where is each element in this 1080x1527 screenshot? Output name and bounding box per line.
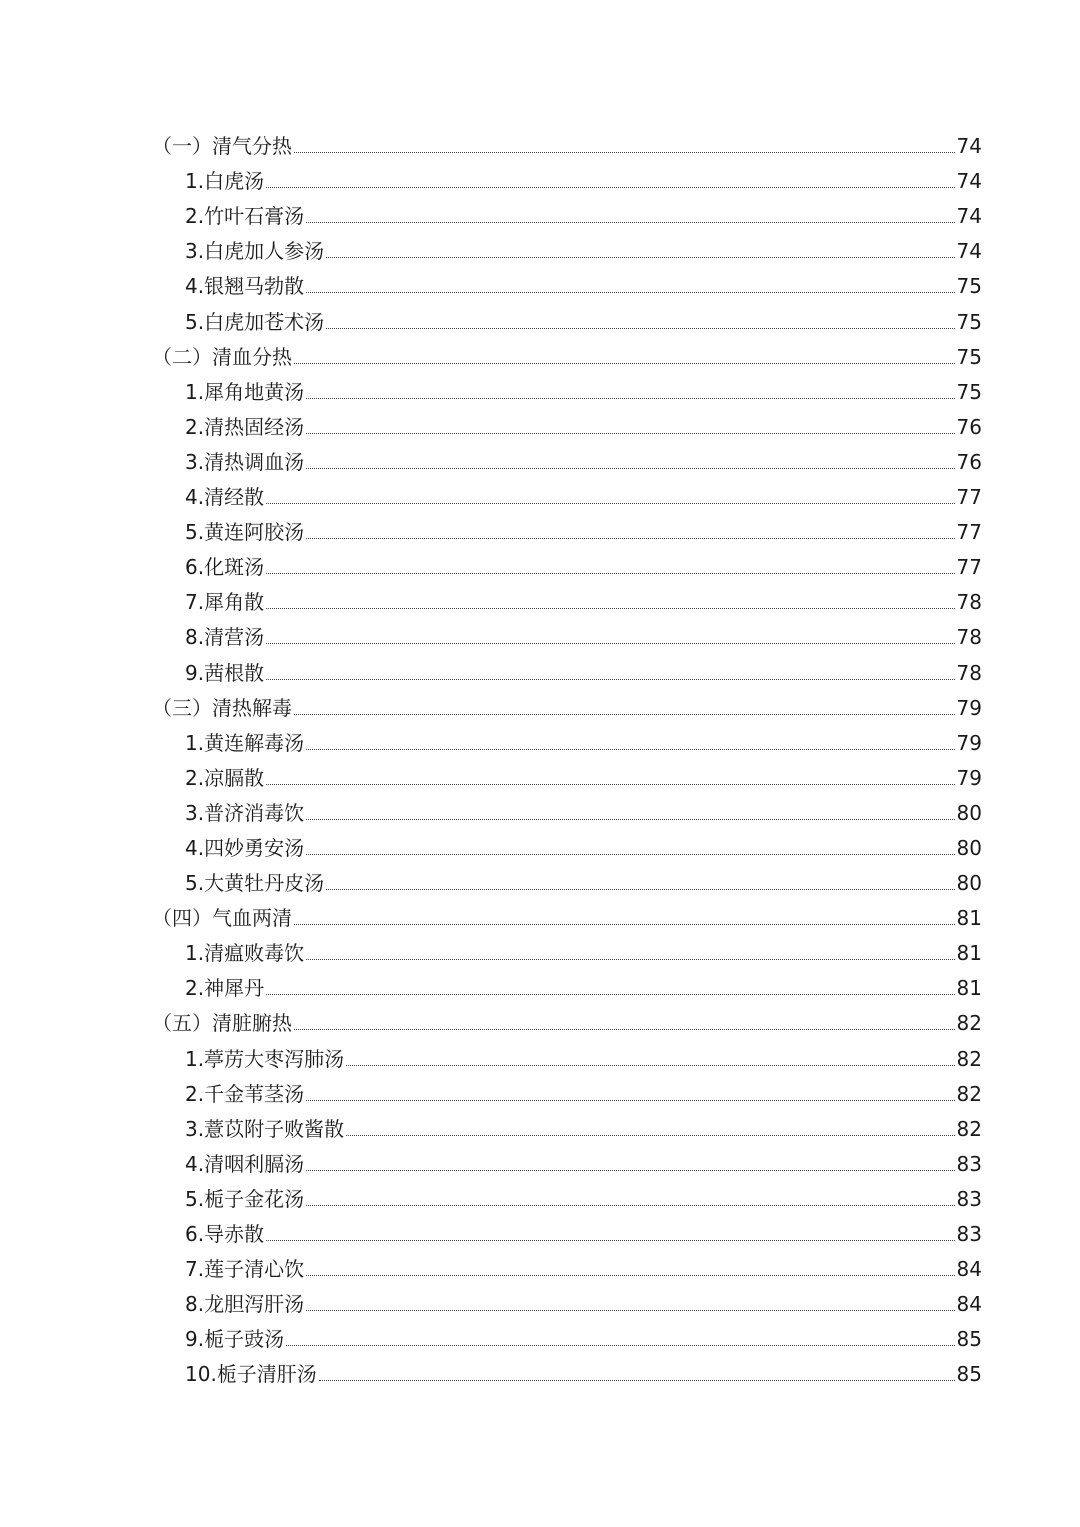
dot-leader [306,749,954,750]
toc-page-number: 85 [956,1327,982,1352]
dot-leader [306,819,954,820]
toc-page-number: 82 [956,1046,982,1071]
toc-item-row[interactable] [0,758,1080,793]
toc-item-title: 4.银翘马勃散 [185,274,305,299]
toc-item-row[interactable] [0,863,1080,898]
dot-leader [326,889,954,890]
toc-page-number: 80 [956,835,982,860]
toc-item-title: 1.犀角地黄汤 [185,379,305,404]
dot-leader [306,433,954,434]
toc-item-title: 2.凉膈散 [185,765,265,790]
toc-section-row[interactable] [0,688,1080,723]
toc-page-number: 74 [956,169,982,194]
toc-section-row[interactable] [0,126,1080,161]
toc-page-number: 79 [956,695,982,720]
toc-item-row[interactable] [0,1074,1080,1109]
toc-item-row[interactable] [0,1354,1080,1389]
toc-item-row[interactable] [0,442,1080,477]
dot-leader [286,1345,954,1346]
dot-leader [306,1275,954,1276]
toc-section-title: （三）清热解毒 [152,695,292,720]
toc-item-title: 8.清营汤 [185,625,265,650]
dot-leader [306,1170,954,1171]
toc-item-row[interactable] [0,1109,1080,1144]
dot-leader [294,152,955,153]
toc-item-row[interactable] [0,1284,1080,1319]
toc-item-row[interactable] [0,301,1080,336]
toc-item-row[interactable] [0,617,1080,652]
dot-leader [266,679,954,680]
toc-section-title: （二）清血分热 [152,344,292,369]
toc-page-number: 78 [956,590,982,615]
toc-item-row[interactable] [0,1214,1080,1249]
toc-section-title: （一）清气分热 [152,134,292,159]
toc-page-number: 81 [956,941,982,966]
toc-page-number: 85 [956,1362,982,1387]
toc-item-title: 1.清瘟败毒饮 [185,941,305,966]
toc-item-title: 6.导赤散 [185,1222,265,1246]
toc-item-title: 3.白虎加人参汤 [185,239,325,264]
toc-item-row[interactable] [0,161,1080,196]
toc-item-title: 4.四妙勇安汤 [185,835,305,860]
toc-item-row[interactable] [0,407,1080,442]
toc-item-title: 1.白虎汤 [185,169,265,194]
toc-item-row[interactable] [0,512,1080,547]
toc-page-number: 83 [956,1151,982,1176]
toc-page-number: 84 [956,1292,982,1317]
dot-leader [266,503,954,504]
dot-leader [266,1240,954,1241]
toc-page-number: 82 [956,1116,982,1141]
dot-leader [306,538,954,539]
toc-page-number: 79 [956,730,982,755]
toc-page-number: 80 [956,871,982,896]
toc-page-number: 79 [956,765,982,790]
toc-page-number: 84 [956,1257,982,1282]
toc-page-number: 76 [956,414,982,439]
dot-leader [346,1135,954,1136]
dot-leader [306,1205,954,1206]
dot-leader [294,363,955,364]
dot-leader [266,573,954,574]
toc-item-title: 5.栀子金花汤 [185,1186,305,1211]
toc-page-number: 81 [956,906,982,931]
toc-section-row[interactable] [0,337,1080,372]
dot-leader [266,187,954,188]
toc-page-number: 80 [956,800,982,825]
toc-page-number: 83 [956,1186,982,1211]
dot-leader [306,398,954,399]
toc-item-row[interactable] [0,968,1080,1003]
toc-page-number: 74 [956,204,982,229]
toc-item-title: 5.白虎加苍术汤 [185,309,325,334]
toc-item-title: 8.龙胆泻肝汤 [185,1292,305,1317]
toc-section-row[interactable] [0,898,1080,933]
dot-leader [319,1380,955,1381]
table-of-contents [0,126,1080,1389]
toc-item-row[interactable] [0,196,1080,231]
dot-leader [266,994,954,995]
toc-section-title: （四）气血两清 [152,906,292,931]
toc-item-title: 9.茜根散 [185,660,265,685]
toc-page-number: 75 [956,274,982,299]
toc-page-number: 76 [956,449,982,474]
toc-item-title: 10.栀子清肝汤 [185,1362,317,1387]
toc-item-title: 2.神犀丹 [185,976,265,1001]
toc-item-row[interactable] [0,1179,1080,1214]
toc-page-number: 77 [956,520,982,545]
toc-item-row[interactable] [0,547,1080,582]
toc-section-title: （五）清脏腑热 [152,1011,292,1036]
dot-leader [266,643,954,644]
toc-item-row[interactable] [0,1038,1080,1073]
toc-item-title: 9.栀子豉汤 [185,1327,285,1352]
dot-leader [306,292,954,293]
toc-page-number: 77 [956,555,982,580]
dot-leader [306,854,954,855]
toc-item-title: 5.大黄牡丹皮汤 [185,871,325,896]
toc-item-title: 7.莲子清心饮 [185,1257,305,1282]
toc-item-row[interactable] [0,793,1080,828]
toc-item-row[interactable] [0,933,1080,968]
toc-item-row[interactable] [0,1249,1080,1284]
dot-leader [326,328,954,329]
toc-item-title: 3.清热调血汤 [185,449,305,474]
dot-leader [266,784,954,785]
toc-page-number: 83 [956,1222,982,1246]
dot-leader [294,714,955,715]
toc-item-title: 6.化斑汤 [185,555,265,580]
toc-item-row[interactable] [0,266,1080,301]
toc-page-number: 81 [956,976,982,1001]
toc-page-number: 74 [956,239,982,264]
toc-item-title: 1.黄连解毒汤 [185,730,305,755]
toc-item-title: 3.普济消毒饮 [185,800,305,825]
dot-leader [294,1029,955,1030]
toc-page-number: 74 [956,134,982,159]
toc-item-title: 4.清经散 [185,485,265,510]
toc-item-row[interactable] [0,723,1080,758]
toc-item-row[interactable] [0,477,1080,512]
toc-item-title: 7.犀角散 [185,590,265,615]
toc-item-title: 4.清咽利膈汤 [185,1151,305,1176]
dot-leader [346,1065,954,1066]
toc-page-number: 78 [956,625,982,650]
toc-item-title: 2.千金苇茎汤 [185,1081,305,1106]
toc-item-row[interactable] [0,1144,1080,1179]
dot-leader [306,468,954,469]
toc-item-title: 1.葶苈大枣泻肺汤 [185,1046,345,1071]
dot-leader [306,1100,954,1101]
dot-leader [266,608,954,609]
dot-leader [294,924,955,925]
toc-page-number: 78 [956,660,982,685]
dot-leader [306,222,954,223]
toc-page-number: 82 [956,1011,982,1036]
toc-item-row[interactable] [0,231,1080,266]
toc-page-number: 77 [956,485,982,510]
toc-item-title: 2.竹叶石膏汤 [185,204,305,229]
toc-item-title: 2.清热固经汤 [185,414,305,439]
toc-item-row[interactable] [0,1319,1080,1354]
toc-item-row[interactable] [0,828,1080,863]
toc-page-number: 75 [956,379,982,404]
dot-leader [306,1310,954,1311]
toc-page-number: 82 [956,1081,982,1106]
toc-page-number: 75 [956,309,982,334]
toc-item-title: 3.薏苡附子败酱散 [185,1116,345,1141]
toc-item-row[interactable] [0,372,1080,407]
toc-item-row[interactable] [0,582,1080,617]
dot-leader [306,959,954,960]
toc-section-row[interactable] [0,1003,1080,1038]
toc-item-title: 5.黄连阿胶汤 [185,520,305,545]
dot-leader [326,257,954,258]
toc-item-row[interactable] [0,652,1080,687]
toc-page-number: 75 [956,344,982,369]
